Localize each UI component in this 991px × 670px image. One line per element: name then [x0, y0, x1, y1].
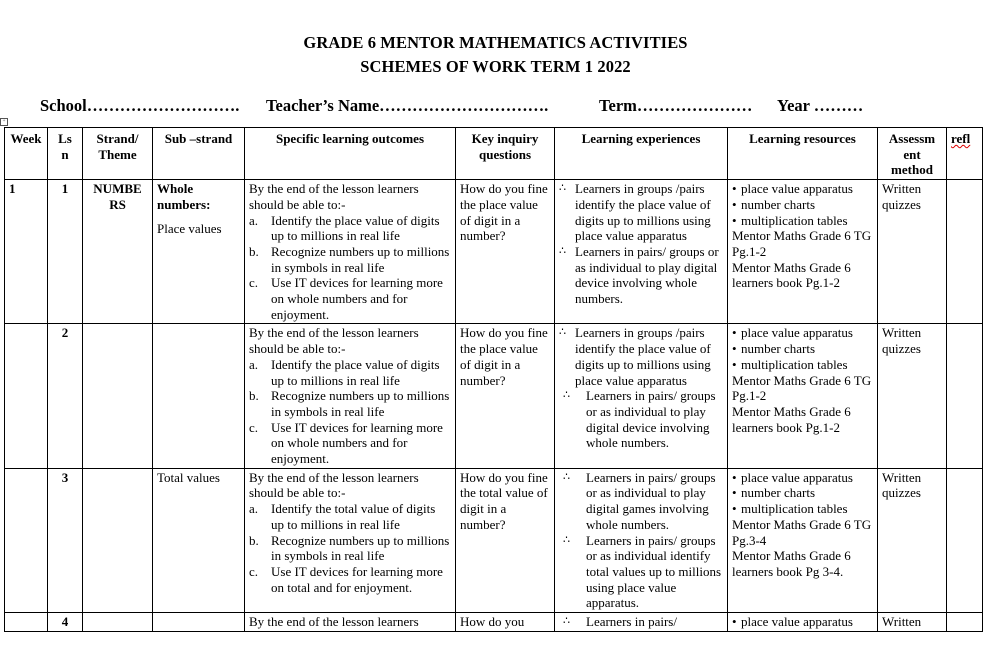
sub-strand-cell: [153, 324, 245, 468]
outcomes-cell: [245, 324, 456, 468]
outcomes-cell: [245, 468, 456, 612]
experiences-cell: [555, 468, 728, 612]
resource-item: • number charts: [732, 485, 816, 501]
resources-cell: [728, 468, 878, 612]
schemes-of-work-table: [4, 127, 983, 632]
strand-cell: [83, 324, 153, 468]
col-assessment: Assessm ent method: [878, 128, 947, 180]
resource-item: • multiplication tables: [732, 356, 848, 372]
inquiry-cell: How do you fine the place value of digit in a number?: [456, 180, 555, 324]
resource-item: • multiplication tables: [732, 501, 848, 517]
col-sub-strand: Sub –strand: [153, 128, 245, 180]
sub-strand-cell: [153, 613, 245, 632]
inquiry-cell: How do you fine the total value of digit in a number?: [456, 468, 555, 612]
col-inquiry-questions: Key inquiry questions: [456, 128, 555, 180]
sub-strand-detail: Place values: [157, 220, 222, 236]
outcomes-cell: [245, 180, 456, 324]
experiences-cell: [555, 324, 728, 468]
assessment-cell: Written quizzes: [878, 468, 947, 612]
outcome-item: b. Recognize numbers up to millions in symbols in real life: [249, 243, 450, 275]
term-field: Term…………………: [599, 96, 753, 115]
week-cell: [5, 468, 48, 612]
document-title: GRADE 6 MENTOR MATHEMATICS ACTIVITIES: [303, 33, 688, 52]
resource-item: • number charts: [732, 196, 816, 212]
outcomes-intro: By the end of the lesson learners should be able to:-: [249, 325, 419, 357]
col-week: Week: [5, 128, 48, 180]
resource-tg: Mentor Maths Grade 6 TG Pg.3-4: [732, 516, 872, 548]
experience-item: ∴ Learners in pairs/ groups or as individual to play digital device involving whole numbers.: [559, 243, 719, 307]
document-subtitle: SCHEMES OF WORK TERM 1 2022: [360, 57, 631, 76]
outcome-item: a. Identify the place value of digits up to millions in real life: [249, 356, 440, 388]
outcome-item: c. Use IT devices for learning more on whole numbers and for enjoyment.: [249, 275, 443, 322]
experience-item: ∴ Learners in groups /pairs identify the place value of digits up to millions using place value apparatus: [559, 325, 711, 388]
resource-tg: Mentor Maths Grade 6 TG Pg.1-2: [732, 228, 872, 259]
table-row: [5, 324, 983, 468]
col-learning-experiences: Learning experiences: [555, 128, 728, 180]
resource-tg: Mentor Maths Grade 6 TG Pg.1-2: [732, 372, 872, 404]
strand-cell: [83, 613, 153, 632]
assessment-cell: Written: [878, 613, 947, 632]
sub-strand-detail: Total values: [157, 469, 220, 485]
outcome-item: b. Recognize numbers up to millions in symbols in real life: [249, 532, 450, 564]
outcome-item: c. Use IT devices for learning more on total and for enjoyment.: [249, 563, 443, 595]
col-strand: Strand/ Theme: [83, 128, 153, 180]
outcomes-intro: By the end of the lesson learners should be able to:-: [249, 181, 419, 212]
sub-strand-title: Whole numbers:: [157, 181, 211, 212]
resource-book: Mentor Maths Grade 6 learners book Pg.1-2: [732, 403, 851, 435]
reflection-cell: [947, 324, 983, 468]
resources-cell: [728, 180, 878, 324]
resource-item: • number charts: [732, 341, 816, 357]
experience-item: ∴ Learners in pairs/: [563, 614, 677, 630]
experience-item: ∴ Learners in pairs/ groups or as individual to play digital device involving whole numbers.: [563, 388, 716, 451]
lesson-cell: 3: [48, 468, 83, 612]
resources-cell: [728, 324, 878, 468]
outcomes-intro: By the end of the lesson learners should be able to:-: [249, 469, 419, 501]
experiences-cell: [555, 613, 728, 632]
teacher-name-field: Teacher’s Name………………………….: [266, 96, 549, 115]
sub-strand-cell: [153, 468, 245, 612]
lesson-cell: 2: [48, 324, 83, 468]
week-cell: [5, 324, 48, 468]
sub-strand-cell: [153, 180, 245, 324]
reflection-cell: [947, 613, 983, 632]
experiences-cell: [555, 180, 728, 324]
strand-cell: NUMBE RS: [83, 180, 153, 324]
resource-item: • place value apparatus: [732, 614, 853, 630]
lesson-cell: 4: [48, 613, 83, 632]
col-lesson: Ls n: [48, 128, 83, 180]
resource-item: • place value apparatus: [732, 181, 853, 197]
week-cell: 1: [5, 180, 48, 324]
outcome-item: a. Identify the total value of digits up to millions in real life: [249, 501, 436, 532]
outcome-item: c. Use IT devices for learning more on whole numbers and for enjoyment.: [249, 419, 443, 467]
school-field: School……………………….: [40, 96, 240, 115]
experience-item: ∴ Learners in groups /pairs identify the place value of digits up to millions using place value apparatus: [559, 181, 711, 244]
table-row: [5, 613, 983, 632]
resource-item: • place value apparatus: [732, 469, 853, 485]
experience-item: ∴ Learners in pairs/ groups or as individual to play digital games involving whole numbers.: [563, 469, 716, 532]
assessment-cell: Written quizzes: [878, 180, 947, 324]
col-learning-outcomes: Specific learning outcomes: [245, 128, 456, 180]
resource-item: • multiplication tables: [732, 212, 848, 228]
outcome-item: a. Identify the place value of digits up to millions in real life: [249, 212, 440, 244]
col-learning-resources: Learning resources: [728, 128, 878, 180]
table-row: [5, 180, 983, 324]
outcome-item: b. Recognize numbers up to millions in symbols in real life: [249, 388, 450, 419]
assessment-cell: Written quizzes: [878, 324, 947, 468]
outcomes-cell: [245, 613, 456, 632]
strand-cell: [83, 468, 153, 612]
inquiry-cell: How do you: [456, 613, 555, 632]
col-reflection: refl: [947, 128, 983, 180]
lesson-cell: 1: [48, 180, 83, 324]
table-row: [5, 468, 983, 612]
year-field: Year ………: [777, 96, 864, 115]
outcomes-intro: By the end of the lesson learners: [249, 614, 419, 630]
resources-cell: [728, 613, 878, 632]
week-cell: [5, 613, 48, 632]
resource-book: Mentor Maths Grade 6 learners book Pg 3-4.: [732, 548, 851, 579]
reflection-cell: [947, 468, 983, 612]
table-move-handle-icon[interactable]: +: [0, 118, 8, 126]
resource-book: Mentor Maths Grade 6 learners book Pg.1-2: [732, 259, 851, 291]
resource-item: • place value apparatus: [732, 325, 853, 341]
reflection-cell: [947, 180, 983, 324]
table-header-row: [5, 128, 983, 180]
experience-item: ∴ Learners in pairs/ groups or as individual identify total values up to millions using place value apparatus.: [563, 532, 722, 611]
inquiry-cell: How do you fine the place value of digit in a number?: [456, 324, 555, 468]
